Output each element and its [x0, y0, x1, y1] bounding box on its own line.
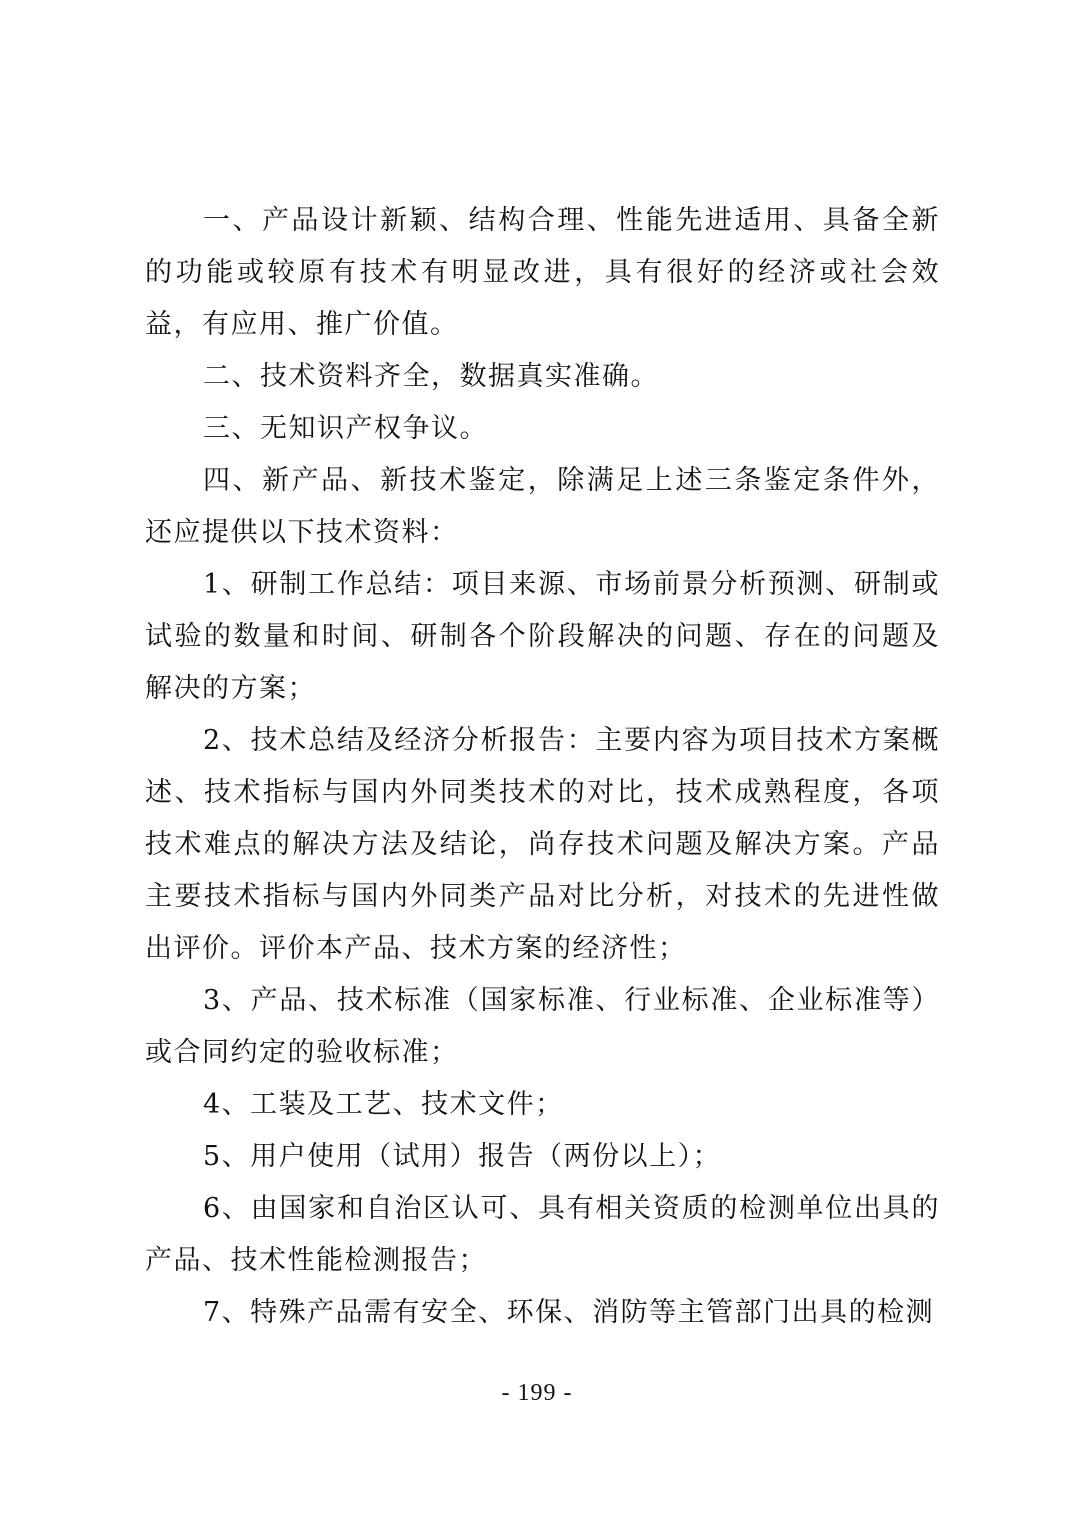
page-number: - 199 - — [501, 1380, 573, 1406]
paragraph-item-5: 5、用户使用（试用）报告（两份以上）； — [203, 1141, 722, 1172]
paragraph-item-4: 4、工装及工艺、技术文件； — [203, 1089, 564, 1120]
paragraph-item-3: 3、产品、技术标准（国家标准、行业标准、企业标准等）或合同约定的验收标准； — [145, 985, 940, 1068]
paragraph-criterion-4: 四、新产品、新技术鉴定，除满足上述三条鉴定条件外，还应提供以下技术资料： — [145, 465, 940, 548]
paragraph-item-2: 2、技术总结及经济分析报告：主要内容为项目技术方案概述、技术指标与国内外同类技术的对比，技术成熟程度，各项技术难点的解决方法及结论，尚存技术问题及解决方案。产品主要技术指标与国内外同类产品对比分析，对技术的先进性做出评价。评价本产品、技术方案的经济性； — [145, 725, 940, 964]
paragraph-item-6: 6、由国家和自治区认可、具有相关资质的检测单位出具的产品、技术性能检测报告； — [145, 1193, 940, 1276]
paragraph-item-7: 7、特殊产品需有安全、环保、消防等主管部门出具的检测 — [203, 1297, 935, 1328]
body-text — [145, 195, 940, 1339]
paragraph-criterion-2: 二、技术资料齐全，数据真实准确。 — [203, 361, 659, 392]
paragraph-item-1: 1、研制工作总结：项目来源、市场前景分析预测、研制或试验的数量和时间、研制各个阶段解决的问题、存在的问题及解决的方案； — [145, 569, 940, 704]
paragraph-criterion-1: 一、产品设计新颖、结构合理、性能先进适用、具备全新的功能或较原有技术有明显改进，具有很好的经济或社会效益，有应用、推广价值。 — [145, 205, 940, 340]
paragraph-criterion-3: 三、无知识产权争议。 — [203, 413, 488, 444]
